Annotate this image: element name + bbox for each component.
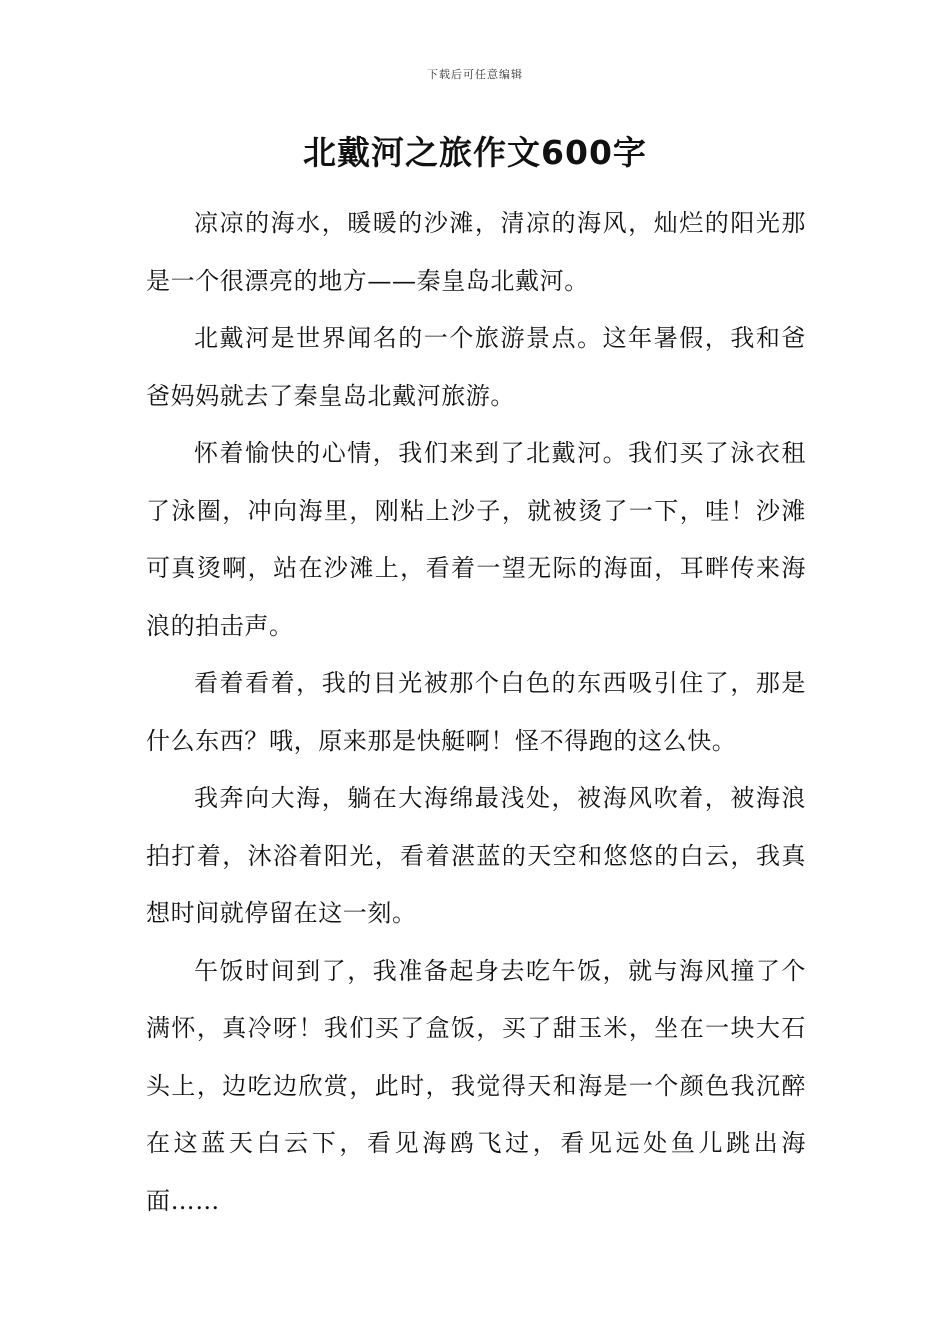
essay-body bbox=[146, 195, 806, 1230]
paragraph-3: 怀着愉快的心情，我们来到了北戴河。我们买了泳衣租了泳圈，冲向海里，刚粘上沙子，就被烫了一下，哇！沙滩可真烫啊，站在沙滩上，看着一望无际的海面，耳畔传来海浪的拍击声。 bbox=[146, 439, 806, 640]
document-title: 北戴河之旅作文600字 bbox=[303, 133, 647, 172]
paragraph-2: 北戴河是世界闻名的一个旅游景点。这年暑假，我和爸爸妈妈就去了秦皇岛北戴河旅游。 bbox=[146, 324, 806, 410]
header-note: 下载后可任意编辑 bbox=[427, 68, 523, 81]
paragraph-6: 午饭时间到了，我准备起身去吃午饭，就与海风撞了个满怀，真冷呀！我们买了盒饭，买了甜玉米，坐在一块大石头上，边吃边欣赏，此时，我觉得天和海是一个颜色我沉醉在这蓝天白云下，看见海鸥飞过，看见远处鱼儿跳出海面…… bbox=[146, 956, 806, 1215]
paragraph-1: 凉凉的海水，暖暖的沙滩，清凉的海风，灿烂的阳光那是一个很漂亮的地方——秦皇岛北戴河。 bbox=[146, 209, 806, 295]
paragraph-5: 我奔向大海，躺在大海绵最浅处，被海风吹着，被海浪拍打着，沐浴着阳光，看着湛蓝的天空和悠悠的白云，我真想时间就停留在这一刻。 bbox=[146, 784, 806, 927]
paragraph-4: 看着看着，我的目光被那个白色的东西吸引住了，那是什么东西？哦，原来那是快艇啊！怪不得跑的这么快。 bbox=[146, 669, 806, 755]
